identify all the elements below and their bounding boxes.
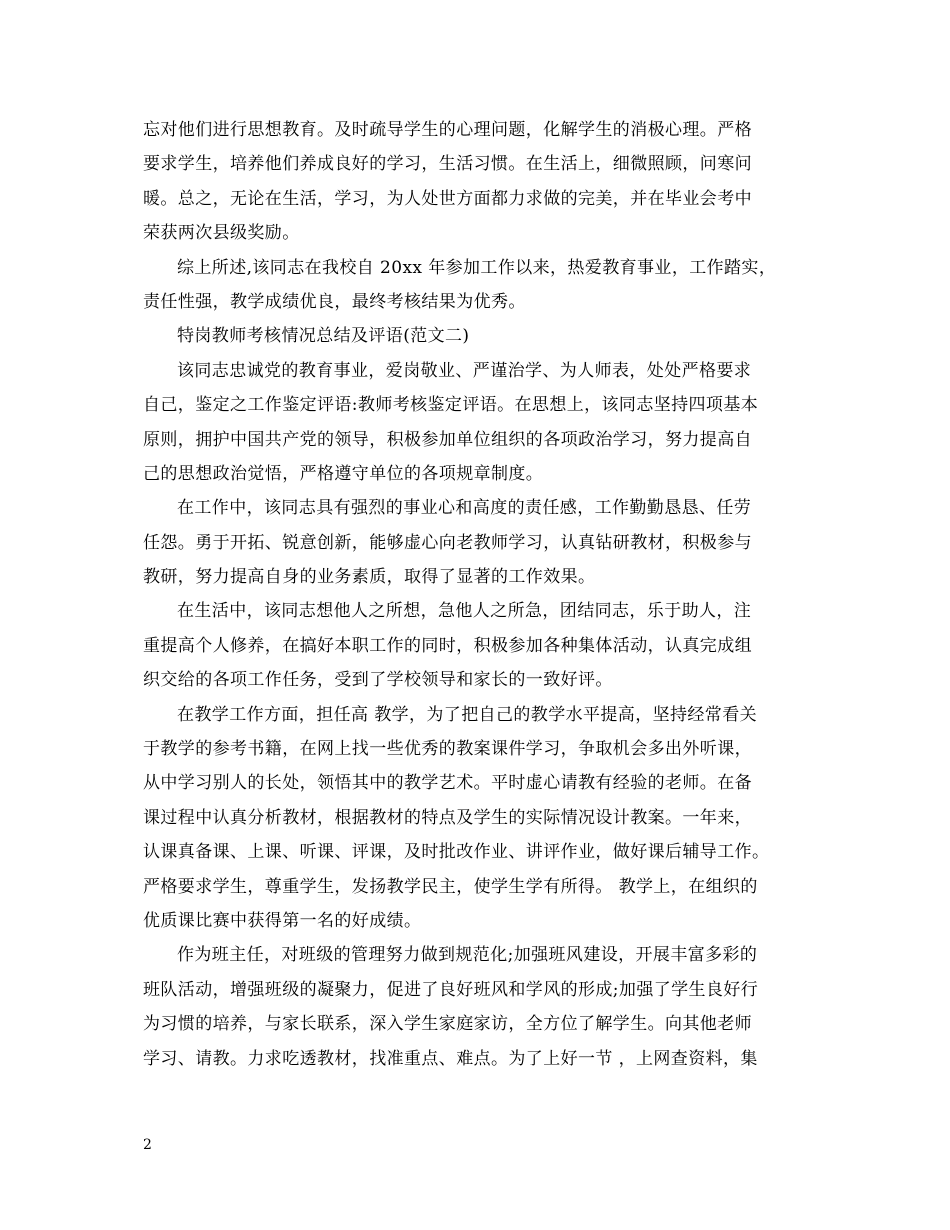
text-line: 原则，拥护中国共产党的领导，积极参加单位组织的各项政治学习，努力提高自 xyxy=(143,429,752,450)
text-line: 责任性强，教学成绩优良，最终考核结果为优秀。 xyxy=(143,291,526,312)
text-line: 学习、请教。力求吃透教材，找准重点、难点。为了上好一节 ，上网查资料，集 xyxy=(143,1048,758,1069)
text-line: 要求学生，培养他们养成良好的学习，生活习惯。在生活上，细微照顾，问寒问 xyxy=(143,154,752,175)
text-line: 综上所述,该同志在我校自 20xx 年参加工作以来，热爱教育事业，工作踏实， xyxy=(177,257,777,278)
paragraph xyxy=(143,698,829,939)
text-line: 暖。总之，无论在生活，学习，为人处世方面都力求做的完美，并在毕业会考中 xyxy=(143,188,752,209)
paragraph xyxy=(143,491,829,594)
text-line: 在生活中，该同志想他人之所想，急他人之所急，团结同志，乐于助人，注 xyxy=(177,601,752,622)
text-line: 在工作中，该同志具有强烈的事业心和高度的责任感，工作勤勤恳恳、任劳 xyxy=(177,498,752,519)
text-line: 从中学习别人的长处，领悟其中的教学艺术。平时虚心请教有经验的老师。在备 xyxy=(143,773,752,794)
text-line: 荣获两次县级奖励。 xyxy=(143,223,300,244)
paragraph xyxy=(143,251,829,320)
paragraph xyxy=(143,354,829,492)
text-line: 在教学工作方面，担任高 教学，为了把自己的教学水平提高，坚持经常看关 xyxy=(177,704,758,725)
text-line: 己的思想政治觉悟，严格遵守单位的各项规章制度。 xyxy=(143,463,544,484)
text-line: 于教学的参考书籍，在网上找一些优秀的教案课件学习，争取机会多出外听课， xyxy=(143,739,752,760)
paragraph xyxy=(143,938,829,1076)
text-line: 为习惯的培养，与家长联系，深入学生家庭家访，全方位了解学生。向其他老师 xyxy=(143,1014,752,1035)
text-line: 作为班主任，对班级的管理努力做到规范化;加强班风建设，开展丰富多彩的 xyxy=(177,945,758,966)
document-body xyxy=(143,113,829,1076)
text-line: 认课真备课、上课、听课、评课，及时批改作业、讲评作业，做好课后辅导工作。 xyxy=(143,842,770,863)
text-line: 任怨。勇于开拓、锐意创新，能够虚心向老教师学习，认真钻研教材，积极参与 xyxy=(143,532,752,553)
text-line: 教研，努力提高自身的业务素质，取得了显著的工作效果。 xyxy=(143,567,596,588)
text-line: 织交给的各项工作任务，受到了学校领导和家长的一致好评。 xyxy=(143,670,613,691)
text-line: 重提高个人修养，在搞好本职工作的同时，积极参加各种集体活动，认真完成组 xyxy=(143,635,752,656)
text-line: 忘对他们进行思想教育。及时疏导学生的心理问题，化解学生的消极心理。严格 xyxy=(143,120,752,140)
paragraph xyxy=(143,113,829,251)
text-line: 自己，鉴定之工作鉴定评语:教师考核鉴定评语。在思想上，该同志坚持四项基本 xyxy=(143,395,759,416)
text-line: 严格要求学生，尊重学生，发扬教学民主，使学生学有所得。 教学上，在组织的 xyxy=(143,876,758,897)
text-line: 特岗教师考核情况总结及评语(范文二) xyxy=(177,326,470,347)
text-line: 该同志忠诚党的教育事业，爱岗敬业、严谨治学、为人师表，处处严格要求 xyxy=(177,360,752,381)
page-number: 2 xyxy=(143,1137,152,1153)
text-line: 课过程中认真分析教材，根据教材的特点及学生的实际情况设计教案。一年来， xyxy=(143,807,752,828)
paragraph xyxy=(143,319,829,353)
text-line: 班队活动，增强班级的凝聚力，促进了良好班风和学风的形成;加强了学生良好行 xyxy=(143,979,759,1000)
paragraph xyxy=(143,594,829,697)
text-line: 优质课比赛中获得第一名的好成绩。 xyxy=(143,910,422,931)
